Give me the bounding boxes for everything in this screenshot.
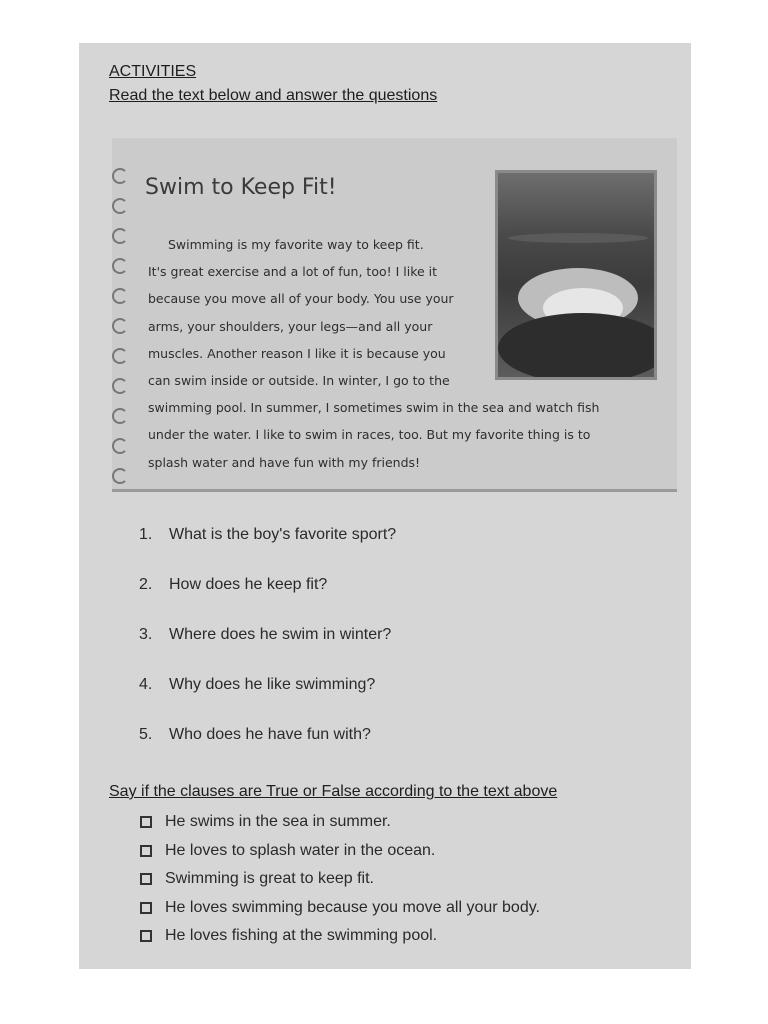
checkbox-icon[interactable] [140,873,152,885]
story-line: Swimming is my favorite way to keep fit. [168,237,424,252]
question-item: 1. What is the boy's favorite sport? [139,526,397,543]
checkbox-icon[interactable] [140,930,152,942]
story-line: arms, your shoulders, your legs—and all your [148,318,433,334]
checkbox-icon[interactable] [140,902,152,914]
question-item: 2. How does he keep fit? [139,576,328,593]
question-item: 4. Why does he like swimming? [139,676,376,693]
story-body [148,231,638,476]
reading-passage [112,138,677,492]
spiral-binding-icon [112,168,132,488]
statement-item: He loves to splash water in the ocean. [140,837,540,866]
statement-item: Swimming is great to keep fit. [140,865,540,894]
statement-item: He loves fishing at the swimming pool. [140,922,540,951]
comprehension-questions [139,526,396,776]
true-false-heading: Say if the clauses are True or False according to the text above [109,783,558,800]
statement-item: He loves swimming because you move all your body. [140,894,540,923]
question-item: 5. Who does he have fun with? [139,726,371,743]
story-title: Swim to Keep Fit! [145,175,337,200]
activities-heading: ACTIVITIES [109,63,197,80]
story-line: can swim inside or outside. In winter, I go to the [148,373,450,389]
story-line: splash water and have fun with my friends! [148,454,421,470]
story-line: It's great exercise and a lot of fun, too! I like it [148,264,438,280]
story-line: muscles. Another reason I like it is because you [148,345,446,361]
story-line: because you move all of your body. You use your [148,291,454,307]
story-line: under the water. I like to swim in races, too. But my favorite thing is to [148,427,591,443]
true-false-list [140,808,540,951]
instructions-heading: Read the text below and answer the questions [109,87,438,104]
question-item: 3. Where does he swim in winter? [139,626,392,643]
story-line: swimming pool. In summer, I sometimes swim in the sea and watch fish [148,400,600,416]
checkbox-icon[interactable] [140,845,152,857]
statement-item: He swims in the sea in summer. [140,808,540,837]
checkbox-icon[interactable] [140,816,152,828]
worksheet-page [79,43,691,969]
